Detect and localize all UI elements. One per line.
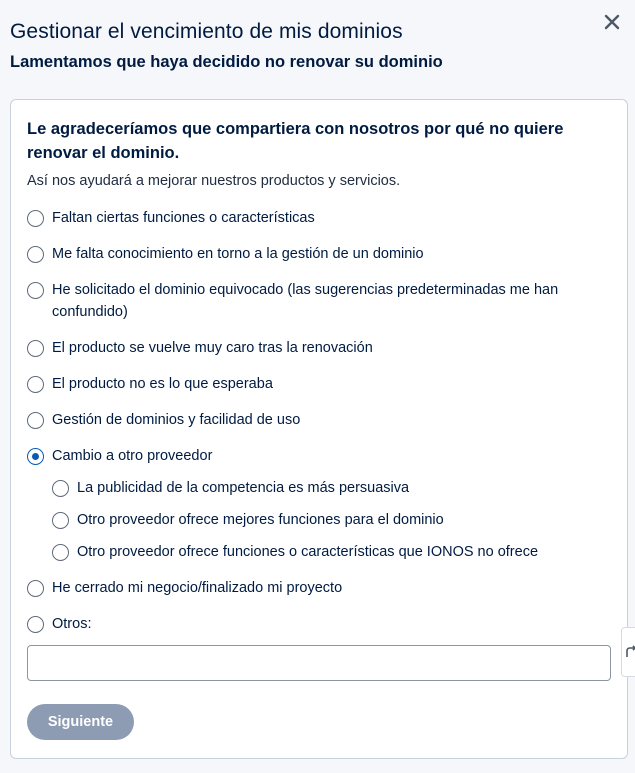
close-icon[interactable] [601,11,623,33]
suboption-better-features[interactable] [52,511,444,531]
radio-button[interactable] [52,544,69,561]
option-label: Otro proveedor ofrece mejores funciones para el dominio [77,512,444,528]
option-not-expected[interactable] [27,375,273,395]
option-wrong-domain[interactable] [27,281,587,323]
suboption-competitor-ads[interactable] [52,479,409,499]
arrow-icon [626,645,635,659]
option-usability[interactable] [27,411,300,431]
radio-button[interactable] [27,412,44,429]
page-title: Gestionar el vencimiento de mis dominios [10,20,403,43]
suboption-missing-in-ionos[interactable] [52,543,538,563]
survey-question: Le agradeceríamos que compartiera con nosotros por qué no quiere renovar el dominio. [27,120,564,162]
option-label: El producto no es lo que esperaba [52,376,273,392]
feedback-side-tab[interactable] [621,627,635,677]
option-label: Me falta conocimiento en torno a la gestión de un dominio [52,246,424,262]
radio-button-selected[interactable] [27,448,44,465]
option-missing-features[interactable] [27,209,315,229]
option-closed-business[interactable] [27,579,342,599]
option-label: Cambio a otro proveedor [52,448,213,464]
survey-help-text: Así nos ayudará a mejorar nuestros productos y servicios. [27,173,401,189]
radio-button[interactable] [27,616,44,633]
option-label: Otros: [52,616,92,632]
page-subtitle: Lamentamos que haya decidido no renovar su dominio [10,53,443,71]
option-label: He cerrado mi negocio/finalizado mi proyecto [52,580,343,596]
radio-button[interactable] [27,376,44,393]
option-label: He solicitado el dominio equivocado (las sugerencias predeterminadas me han confundido) [52,282,559,320]
radio-button[interactable] [52,512,69,529]
option-label: Gestión de dominios y facilidad de uso [52,412,301,428]
radio-button[interactable] [27,210,44,227]
radio-button[interactable] [52,480,69,497]
option-lack-knowledge[interactable] [27,245,424,265]
option-label: El producto se vuelve muy caro tras la renovación [52,340,373,356]
radio-button[interactable] [27,282,44,299]
radio-button[interactable] [27,246,44,263]
option-too-expensive[interactable] [27,339,373,359]
option-label: Otro proveedor ofrece funciones o características que IONOS no ofrece [77,544,539,560]
radio-button[interactable] [27,340,44,357]
option-label: La publicidad de la competencia es más persuasiva [77,480,410,496]
next-button[interactable]: Siguiente [27,704,134,740]
radio-button[interactable] [27,580,44,597]
option-switch-provider[interactable] [27,447,212,467]
option-other[interactable] [27,615,91,635]
survey-card [10,99,628,759]
other-reason-input[interactable] [27,645,611,681]
option-label: Faltan ciertas funciones o características [52,210,315,226]
